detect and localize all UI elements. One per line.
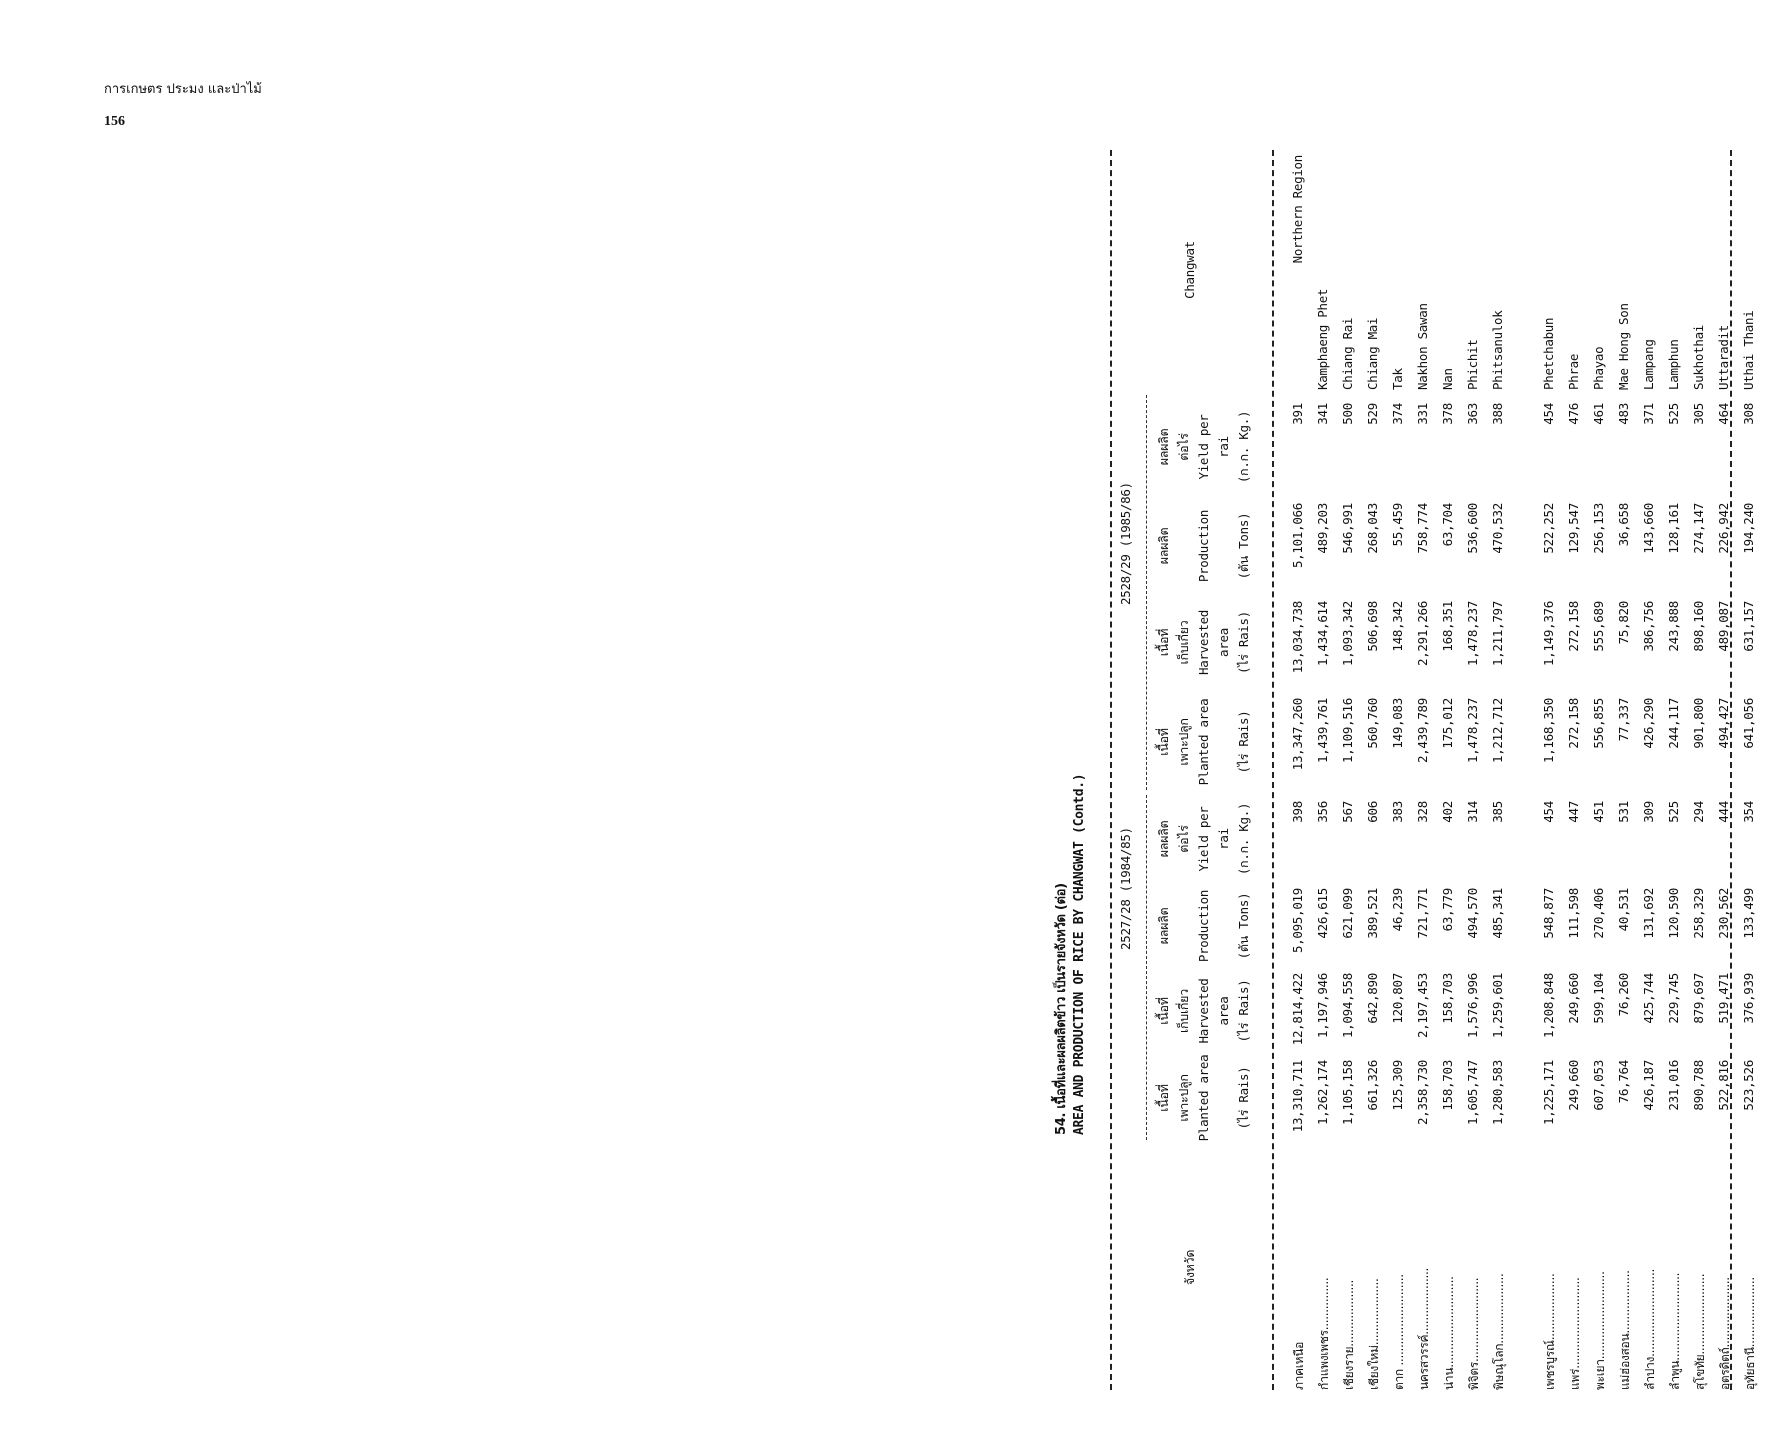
table-row: [1541, 150, 1566, 1390]
table-row: [1340, 150, 1365, 1390]
header-line-thai2: เก็บเกี่ยว: [1176, 989, 1191, 1033]
header-line-en: Production: [1196, 889, 1211, 963]
value-cell: 274,147: [1691, 503, 1706, 554]
table-title-thai: 54. เนื้อที่และผลผลิตข้าว เป็นรายจังหวัด (ต่อ): [1054, 883, 1069, 1135]
column-header-5: [1154, 595, 1254, 690]
table-row: [1616, 150, 1641, 1390]
value-cell: 522,252: [1541, 503, 1556, 554]
value-cell: 308: [1741, 403, 1756, 425]
value-cell: 13,310,711: [1290, 1060, 1305, 1133]
changwat-thai-name: นครสวรรค์...................: [1417, 1267, 1431, 1390]
value-cell: 249,660: [1566, 1060, 1581, 1111]
page-number: 156: [104, 114, 125, 129]
value-cell: 388: [1490, 403, 1505, 425]
changwat-english-name: Lamphun: [1666, 339, 1681, 390]
value-cell: 341: [1315, 403, 1330, 425]
changwat-english-name: Mae Hong Son: [1616, 303, 1631, 390]
value-cell: 268,043: [1365, 503, 1380, 554]
value-cell: 256,153: [1591, 503, 1606, 554]
value-cell: 55,459: [1390, 503, 1405, 547]
value-cell: 231,016: [1666, 1060, 1681, 1111]
value-cell: 389,521: [1365, 888, 1380, 939]
value-cell: 168,351: [1440, 601, 1455, 652]
value-cell: 1,225,171: [1541, 1060, 1556, 1126]
sub-rule-a: [1146, 795, 1147, 1140]
value-cell: 461: [1591, 403, 1606, 425]
value-cell: 378: [1440, 403, 1455, 425]
header-line-en2: area: [1216, 996, 1231, 1026]
changwat-english-name: Kamphaeng Phet: [1315, 288, 1330, 390]
header-line-thai2: เพาะปลูก: [1176, 1074, 1191, 1122]
value-cell: 556,855: [1591, 698, 1606, 749]
header-line-unit: (ตัน Tons): [1236, 892, 1251, 960]
value-cell: 111,598: [1566, 888, 1581, 939]
value-cell: 621,099: [1340, 888, 1355, 939]
header-line-thai: เนื้อที่: [1156, 728, 1171, 756]
header-line-thai: เนื้อที่: [1156, 997, 1171, 1025]
changwat-thai-name: อุตรดิตถ์....................: [1718, 1277, 1732, 1390]
header-line-thai2: [1174, 882, 1194, 970]
value-cell: 148,342: [1390, 601, 1405, 652]
value-cell: 1,208,848: [1541, 973, 1556, 1039]
column-header-4: [1154, 692, 1254, 792]
table-row: [1666, 150, 1691, 1390]
value-cell: 229,745: [1666, 973, 1681, 1024]
value-cell: 1,094,558: [1340, 973, 1355, 1039]
value-cell: 485,341: [1490, 888, 1505, 939]
value-cell: 2,358,730: [1415, 1060, 1430, 1126]
value-cell: 560,760: [1365, 698, 1380, 749]
header-line-en2: [1214, 692, 1234, 792]
changwat-english-name: Chiang Mai: [1365, 317, 1380, 390]
header-line-unit: (ไร่ Rais): [1236, 1066, 1251, 1130]
header-line-thai2: ต่อไร่: [1176, 433, 1191, 461]
changwat-english-name: Lampang: [1641, 339, 1656, 390]
value-cell: 1,168,350: [1541, 698, 1556, 764]
value-cell: 631,157: [1741, 601, 1756, 652]
changwat-english-name: Phetchabun: [1541, 317, 1556, 390]
year-heading-b: 2528/29 (1985/86): [1118, 482, 1133, 605]
running-head: การเกษตร ประมง และป่าไม้: [104, 82, 262, 97]
header-line-unit: (ไร่ Rais): [1236, 979, 1251, 1043]
table-row: [1390, 150, 1415, 1390]
column-header-1: [1154, 967, 1254, 1055]
value-cell: 607,053: [1591, 1060, 1606, 1111]
rotated-table: [940, 150, 1760, 1390]
value-cell: 328: [1415, 801, 1430, 823]
value-cell: 1,439,761: [1315, 698, 1330, 764]
value-cell: 36,658: [1616, 503, 1631, 547]
value-cell: 1,109,516: [1340, 698, 1355, 764]
table-row: [1716, 150, 1741, 1390]
value-cell: 476: [1566, 403, 1581, 425]
value-cell: 1,149,376: [1541, 601, 1556, 667]
value-cell: 143,660: [1641, 503, 1656, 554]
changwat-thai-name: น่าน..........................: [1442, 1276, 1456, 1390]
value-cell: 451: [1591, 801, 1606, 823]
changwat-english-name: Nan: [1440, 368, 1455, 390]
value-cell: 2,197,453: [1415, 973, 1430, 1039]
header-line-en2: rai: [1216, 436, 1231, 458]
value-cell: 2,439,789: [1415, 698, 1430, 764]
column-header-2: [1154, 882, 1254, 970]
changwat-english-name: Phrae: [1566, 353, 1581, 390]
value-cell: 1,197,946: [1315, 973, 1330, 1039]
changwat-thai-name: ตาก ..........................: [1392, 1274, 1406, 1390]
value-cell: 158,703: [1440, 973, 1455, 1024]
table-row: [1691, 150, 1716, 1390]
value-cell: 606: [1365, 801, 1380, 823]
value-cell: 426,290: [1641, 698, 1656, 749]
column-header-3: [1154, 795, 1254, 883]
value-cell: 383: [1390, 801, 1405, 823]
changwat-english-name: Chiang Rai: [1340, 317, 1355, 390]
value-cell: 1,262,174: [1315, 1060, 1330, 1126]
value-cell: 500: [1340, 403, 1355, 425]
header-line-thai: ผลผลิต: [1156, 428, 1171, 466]
table-row: [1365, 150, 1390, 1390]
header-line-en: Production: [1196, 509, 1211, 583]
value-cell: 76,764: [1616, 1060, 1631, 1104]
value-cell: 149,083: [1390, 698, 1405, 749]
value-cell: 599,104: [1591, 973, 1606, 1024]
changwat-english-name: Uttaradit: [1716, 324, 1731, 390]
value-cell: 1,280,583: [1490, 1060, 1505, 1126]
changwat-english-name: Tak: [1390, 368, 1405, 390]
bottom-rule: [1730, 150, 1732, 1390]
value-cell: 425,744: [1641, 973, 1656, 1024]
value-cell: 555,689: [1591, 601, 1606, 652]
value-cell: 454: [1541, 801, 1556, 823]
value-cell: 258,329: [1691, 888, 1706, 939]
table-row: [1591, 150, 1616, 1390]
changwat-thai-name: พะเยา.........................: [1593, 1271, 1607, 1390]
header-line-en2: rai: [1216, 828, 1231, 850]
header-line-en: Planted area: [1196, 1054, 1211, 1142]
header-line-unit: (ก.ก. Kg.): [1236, 802, 1251, 876]
changwat-thai-name: ลำปาง.........................: [1643, 1269, 1657, 1390]
value-cell: 243,888: [1666, 601, 1681, 652]
value-cell: 529: [1365, 403, 1380, 425]
header-line-thai: เนื้อที่: [1156, 628, 1171, 657]
value-cell: 230,562: [1716, 888, 1731, 939]
changwat-thai-name: อุทัยธานี....................: [1743, 1277, 1757, 1390]
value-cell: 158,703: [1440, 1060, 1455, 1111]
column-header-6: [1154, 497, 1254, 595]
value-cell: 1,478,237: [1465, 601, 1480, 667]
changwat-thai-name: สุโขทัย.......................: [1693, 1273, 1707, 1390]
table-row: [1566, 150, 1591, 1390]
value-cell: 363: [1465, 403, 1480, 425]
header-line-unit: (ไร่ Rais): [1236, 710, 1251, 774]
changwat-english-name: Uthai Thani: [1741, 310, 1756, 390]
value-cell: 531: [1616, 801, 1631, 823]
value-cell: 2,291,266: [1415, 601, 1430, 667]
value-cell: 374: [1390, 403, 1405, 425]
value-cell: 721,771: [1415, 888, 1430, 939]
value-cell: 5,101,066: [1290, 503, 1305, 569]
top-rule: [1110, 150, 1112, 1390]
changwat-thai-name: แพร่..........................: [1568, 1277, 1582, 1390]
changwat-english-name: Phichit: [1465, 339, 1480, 390]
value-cell: 642,890: [1365, 973, 1380, 1024]
value-cell: 272,158: [1566, 601, 1581, 652]
changwat-english-name: Sukhothai: [1691, 324, 1706, 390]
table-row: [1465, 150, 1490, 1390]
value-cell: 546,991: [1340, 503, 1355, 554]
changwat-thai-name: พิจิตร........................: [1467, 1277, 1481, 1390]
value-cell: 270,406: [1591, 888, 1606, 939]
value-cell: 489,203: [1315, 503, 1330, 554]
changwat-english-name: Northern Region: [1290, 155, 1305, 264]
changwat-thai-name: พิษณุโลก....................: [1492, 1273, 1506, 1390]
value-cell: 354: [1741, 801, 1756, 823]
value-cell: 128,161: [1666, 503, 1681, 554]
value-cell: 398: [1290, 801, 1305, 823]
value-cell: 305: [1691, 403, 1706, 425]
value-cell: 63,704: [1440, 503, 1455, 547]
header-line-thai: เนื้อที่: [1156, 1084, 1171, 1112]
changwat-thai-name: เพชรบูรณ์...................: [1543, 1273, 1557, 1390]
table-row: [1641, 150, 1666, 1390]
value-cell: 758,774: [1415, 503, 1430, 554]
value-cell: 272,158: [1566, 698, 1581, 749]
value-cell: 525: [1666, 801, 1681, 823]
changwat-thai-name: แม่ฮ่องสอน..................: [1618, 1270, 1632, 1390]
value-cell: 1,093,342: [1340, 601, 1355, 667]
value-cell: 386,756: [1641, 601, 1656, 652]
value-cell: 244,117: [1666, 698, 1681, 749]
header-line-en2: area: [1216, 628, 1231, 657]
value-cell: 1,576,996: [1465, 973, 1480, 1039]
header-line-en2: [1214, 1054, 1234, 1142]
header-line-thai2: [1174, 497, 1194, 595]
header-line-unit: (ก.ก. Kg.): [1236, 410, 1251, 484]
value-cell: 522,816: [1716, 1060, 1731, 1111]
value-cell: 536,600: [1465, 503, 1480, 554]
header-rule: [1272, 150, 1274, 1390]
value-cell: 444: [1716, 801, 1731, 823]
header-line-en: Yield per: [1196, 806, 1211, 872]
value-cell: 494,427: [1716, 698, 1731, 749]
value-cell: 385: [1490, 801, 1505, 823]
value-cell: 1,211,797: [1490, 601, 1505, 667]
value-cell: 356: [1315, 801, 1330, 823]
changwat-english-name: Phayao: [1591, 346, 1606, 390]
column-header-changwat: Changwat: [1182, 241, 1197, 299]
table-row: [1490, 150, 1515, 1390]
value-cell: 890,788: [1691, 1060, 1706, 1111]
changwat-english-name: Phitsanulok: [1490, 310, 1505, 390]
table-row: [1440, 150, 1465, 1390]
value-cell: 1,434,614: [1315, 601, 1330, 667]
value-cell: 131,692: [1641, 888, 1656, 939]
changwat-thai-name: ภาคเหนือ: [1292, 1342, 1306, 1390]
value-cell: 447: [1566, 801, 1581, 823]
value-cell: 898,160: [1691, 601, 1706, 652]
value-cell: 523,526: [1741, 1060, 1756, 1111]
value-cell: 661,326: [1365, 1060, 1380, 1111]
value-cell: 129,547: [1566, 503, 1581, 554]
value-cell: 1,478,237: [1465, 698, 1480, 764]
value-cell: 567: [1340, 801, 1355, 823]
value-cell: 175,012: [1440, 698, 1455, 749]
value-cell: 371: [1641, 403, 1656, 425]
value-cell: 879,697: [1691, 973, 1706, 1024]
value-cell: 426,615: [1315, 888, 1330, 939]
value-cell: 77,337: [1616, 698, 1631, 742]
header-line-unit: (ตัน Tons): [1236, 512, 1251, 580]
value-cell: 75,820: [1616, 601, 1631, 645]
value-cell: 489,087: [1716, 601, 1731, 652]
value-cell: 426,187: [1641, 1060, 1656, 1111]
header-line-en: Yield per: [1196, 414, 1211, 480]
value-cell: 133,499: [1741, 888, 1756, 939]
value-cell: 506,698: [1365, 601, 1380, 652]
column-header-0: [1154, 1054, 1254, 1142]
table-row: [1315, 150, 1340, 1390]
value-cell: 1,212,712: [1490, 698, 1505, 764]
table-title-english: AREA AND PRODUCTION OF RICE BY CHANGWAT (Contd.): [1072, 773, 1087, 1135]
value-cell: 249,660: [1566, 973, 1581, 1024]
value-cell: 125,309: [1390, 1060, 1405, 1111]
value-cell: 120,590: [1666, 888, 1681, 939]
column-header-7: [1154, 397, 1254, 497]
value-cell: 1,105,158: [1340, 1060, 1355, 1126]
changwat-thai-name: เชียงใหม่...................: [1367, 1278, 1381, 1390]
table-row: [1415, 150, 1440, 1390]
header-line-thai2: เก็บเกี่ยว: [1176, 620, 1191, 665]
value-cell: 470,532: [1490, 503, 1505, 554]
header-line-en: Harvested: [1196, 609, 1211, 676]
value-cell: 194,240: [1741, 503, 1756, 554]
changwat-thai-name: เชียงราย...................: [1342, 1279, 1356, 1390]
table-row: [1290, 150, 1315, 1390]
value-cell: 314: [1465, 801, 1480, 823]
header-line-en2: [1214, 882, 1234, 970]
value-cell: 13,347,260: [1290, 698, 1305, 771]
header-line-thai: ผลผลิต: [1156, 527, 1171, 565]
value-cell: 40,531: [1616, 888, 1631, 932]
header-line-en2: [1214, 497, 1234, 595]
changwat-thai-name: กำแพงเพชร...............: [1317, 1277, 1331, 1390]
value-cell: 454: [1541, 403, 1556, 425]
value-cell: 294: [1691, 801, 1706, 823]
value-cell: 63,779: [1440, 888, 1455, 932]
value-cell: 519,471: [1716, 973, 1731, 1024]
value-cell: 12,814,422: [1290, 973, 1305, 1046]
value-cell: 548,877: [1541, 888, 1556, 939]
value-cell: 76,260: [1616, 973, 1631, 1017]
sub-rule-b: [1146, 395, 1147, 790]
value-cell: 1,259,601: [1490, 973, 1505, 1039]
value-cell: 464: [1716, 403, 1731, 425]
header-line-en: Harvested: [1196, 978, 1211, 1044]
value-cell: 46,239: [1390, 888, 1405, 932]
value-cell: 901,800: [1691, 698, 1706, 749]
value-cell: 1,605,747: [1465, 1060, 1480, 1126]
column-header-thai: จังหวัด: [1182, 1249, 1197, 1286]
value-cell: 391: [1290, 403, 1305, 425]
value-cell: 402: [1440, 801, 1455, 823]
header-line-thai: ผลผลิต: [1156, 907, 1171, 945]
year-heading-a: 2527/28 (1984/85): [1118, 827, 1133, 950]
header-line-en: Planted area: [1196, 698, 1211, 786]
value-cell: 5,095,019: [1290, 888, 1305, 954]
value-cell: 13,034,738: [1290, 601, 1305, 674]
value-cell: 525: [1666, 403, 1681, 425]
header-line-unit: (ไร่ Rais): [1236, 611, 1251, 674]
header-line-thai: ผลผลิต: [1156, 820, 1171, 858]
table-row: [1741, 150, 1766, 1390]
value-cell: 120,807: [1390, 973, 1405, 1024]
changwat-thai-name: ลำพูน.........................: [1668, 1272, 1682, 1390]
value-cell: 494,570: [1465, 888, 1480, 939]
value-cell: 641,056: [1741, 698, 1756, 749]
value-cell: 226,942: [1716, 503, 1731, 554]
changwat-english-name: Nakhon Sawan: [1415, 303, 1430, 390]
value-cell: 331: [1415, 403, 1430, 425]
header-line-thai2: เพาะปลูก: [1176, 718, 1191, 766]
value-cell: 309: [1641, 801, 1656, 823]
header-line-thai2: ต่อไร่: [1176, 825, 1191, 853]
value-cell: 376,939: [1741, 973, 1756, 1024]
value-cell: 483: [1616, 403, 1631, 425]
